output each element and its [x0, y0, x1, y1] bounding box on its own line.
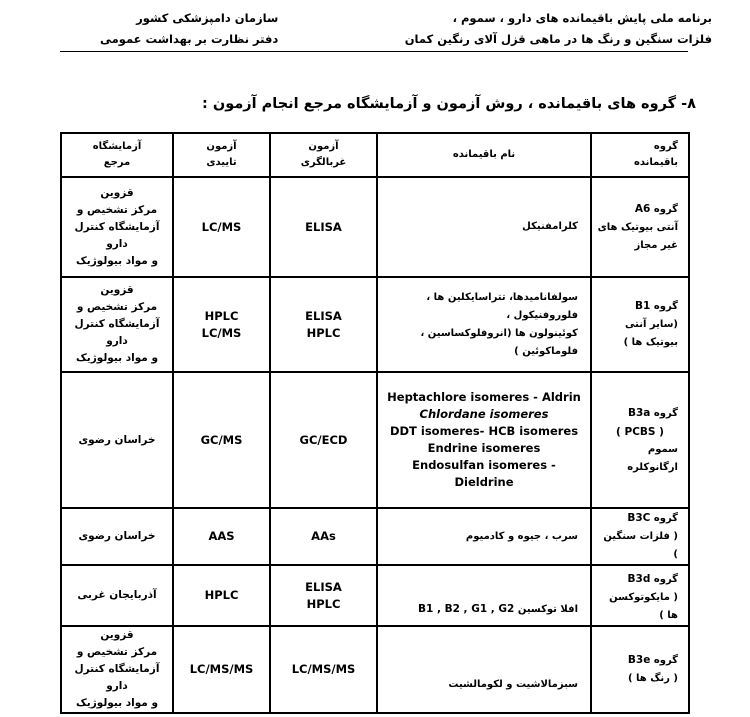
screening-test-cell: ELISA HPLC — [270, 277, 377, 372]
reference-lab-cell: قزوین مرکز تشخیص و آزمایشگاه کنترل دارو و مواد بیولوژیک — [61, 177, 173, 277]
table-row-b3d — [61, 565, 689, 626]
program-header-line-1: برنامه ملی پایش باقیمانده های دارو ، سموم ، — [452, 11, 712, 25]
header-residue-name: نام باقیمانده — [377, 133, 591, 177]
table-header-row — [61, 133, 689, 177]
header-confirmatory-test: آزمون تاییدی — [173, 133, 270, 177]
organization-header-line-1: سازمان دامپزشکی کشور — [136, 11, 279, 25]
organization-header-line-2: دفتر نظارت بر بهداشت عمومی — [100, 32, 279, 46]
screening-test-cell: ELISA — [270, 177, 377, 277]
residue-group-cell: گروه A6 آنتی بیوتیک های غیر مجاز — [591, 177, 689, 277]
table-row-b3e — [61, 626, 689, 713]
header-residue-group: گروه باقیمانده — [591, 133, 689, 177]
table-row-b1 — [61, 277, 689, 372]
residue-group-cell: گروه B3C ( فلزات سنگین ) — [591, 508, 689, 565]
program-header — [405, 8, 712, 50]
table-row-b3c — [61, 508, 689, 565]
residue-name-cell: سرب ، جیوه و کادمیوم — [377, 508, 591, 565]
confirmatory-test-cell: GC/MS — [173, 372, 270, 508]
residue-group-cell: گروه B3d ( مایکوتوکسن ها ) — [591, 565, 689, 626]
table-row-b3a — [61, 372, 689, 508]
confirmatory-test-cell: LC/MS/MS — [173, 626, 270, 713]
reference-lab-cell: خراسان رضوی — [61, 372, 173, 508]
residue-name-cell: Heptachlore isomeres - Aldrin Chlordane isomeres DDT isomeres- HCB isomeres Endrine isomeres Endosulfan isomeres - Dieldrine — [377, 372, 591, 508]
residue-name-cell: کلرامفنیکل — [377, 177, 591, 277]
header-screening-test: آزمون غربالگری — [270, 133, 377, 177]
confirmatory-test-cell: AAS — [173, 508, 270, 565]
program-header-line-2: فلزات سنگین و رنگ ها در ماهی قزل آلای رنگین کمان — [404, 32, 712, 46]
residue-group-cell: گروه B3e ( رنگ ها ) — [591, 626, 689, 713]
organization-header — [100, 8, 278, 50]
residue-name-cell: افلا توکسین B1 , B2 , G1 , G2 — [377, 565, 591, 626]
reference-lab-cell: قزوین مرکز تشخیص و آزمایشگاه کنترل دارو و مواد بیولوژیک — [61, 626, 173, 713]
screening-test-cell: LC/MS/MS — [270, 626, 377, 713]
residue-group-cell: گروه B3a ( PCBS ) سموم ارگانوکلره — [591, 372, 689, 508]
residue-group-cell: گروه B1 (سایر آنتی بیوتیک ها ) — [591, 277, 689, 372]
screening-test-cell: AAs — [270, 508, 377, 565]
header-reference-lab: آزمایشگاه مرجع — [61, 133, 173, 177]
section-title: ۸- گروه های باقیمانده ، روش آزمون و آزمایشگاه مرجع انجام آزمون : — [202, 96, 696, 112]
table-row-a6 — [61, 177, 689, 277]
reference-lab-cell: قزوین مرکز تشخیص و آزمایشگاه کنترل دارو و مواد بیولوژیک — [61, 277, 173, 372]
residue-groups-table — [60, 132, 690, 714]
residue-name-cell: سبزمالاشیت و لکومالشیت — [377, 626, 591, 713]
screening-test-cell: GC/ECD — [270, 372, 377, 508]
confirmatory-test-cell: HPLC — [173, 565, 270, 626]
header-divider — [60, 51, 688, 52]
confirmatory-test-cell: HPLC LC/MS — [173, 277, 270, 372]
confirmatory-test-cell: LC/MS — [173, 177, 270, 277]
residue-name-cell: سولفانامیدها، تتراسایکلین ها ، فلوروفنیکول ، کوئینولون ها (انروفلوکساسین ، فلوماکوئین ) — [377, 277, 591, 372]
reference-lab-cell: خراسان رضوی — [61, 508, 173, 565]
reference-lab-cell: آذربایجان غربی — [61, 565, 173, 626]
screening-test-cell: ELISA HPLC — [270, 565, 377, 626]
